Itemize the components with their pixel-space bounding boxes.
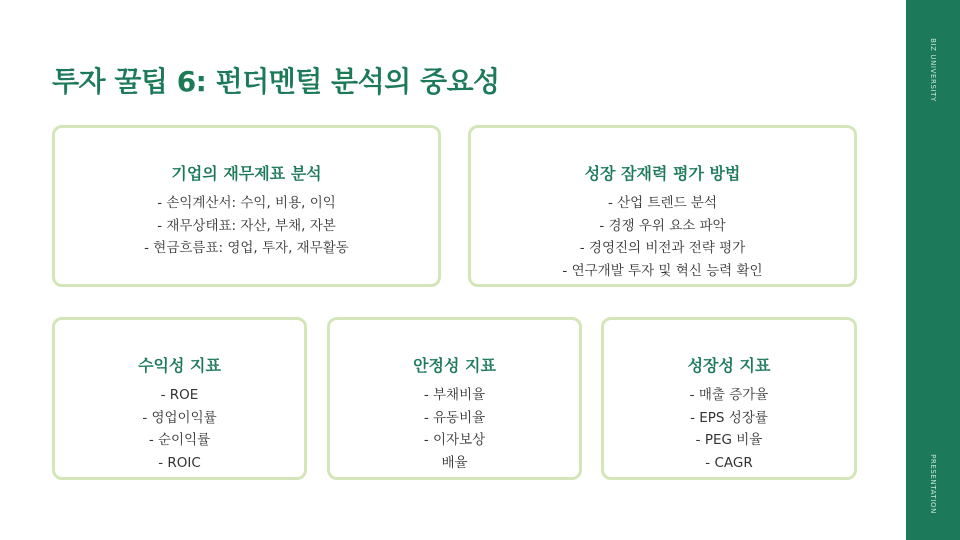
- list-item: - 경영진의 비전과 전략 평가: [579, 240, 746, 256]
- sidebar: [906, 0, 960, 540]
- growth-indicators-card: [601, 317, 857, 480]
- list-item: - PEG 비율: [695, 432, 763, 448]
- list-item: - EPS 성장률: [690, 409, 768, 426]
- card-list: [471, 192, 854, 282]
- list-item: - 이자보상: [423, 432, 486, 448]
- card-heading: 안정성 지표: [413, 356, 496, 375]
- card-list: [55, 192, 438, 260]
- list-item: - 현금흐름표: 영업, 투자, 재무활동: [144, 240, 349, 256]
- card-list: [330, 384, 579, 474]
- list-item: - 유동비율: [423, 409, 486, 426]
- list-item: - 부채비율: [423, 387, 486, 403]
- presentation-label: PRESENTATION: [929, 454, 937, 514]
- list-item: - 매출 증가율: [689, 387, 769, 403]
- list-item: - ROE: [160, 387, 199, 403]
- card-list: [55, 384, 304, 474]
- list-item: - CAGR: [705, 454, 753, 471]
- list-item: - 산업 트렌드 분석: [607, 195, 718, 211]
- financial-statements-card: [52, 125, 441, 287]
- card-heading: 성장성 지표: [687, 356, 771, 375]
- stability-indicators-card: [327, 317, 582, 480]
- list-item: - 순이익률: [148, 432, 211, 448]
- growth-potential-card: [468, 125, 857, 287]
- list-item: - 경쟁 우위 요소 파악: [599, 217, 726, 234]
- card-heading: 성장 잠재력 평가 방법: [584, 164, 741, 183]
- list-item: 배율: [441, 454, 468, 471]
- list-item: - 재무상태표: 자산, 부채, 자본: [157, 217, 336, 234]
- profitability-indicators-card: [52, 317, 307, 480]
- card-heading: 기업의 재무제표 분석: [171, 164, 322, 183]
- slide-title: 투자 꿀팁 6: 펀더멘털 분석의 중요성: [52, 65, 500, 98]
- list-item: - ROIC: [158, 454, 201, 471]
- list-item: - 손익계산서: 수익, 비용, 이익: [157, 195, 336, 211]
- card-list: [604, 384, 854, 474]
- brand-label: BIZ UNIVERSITY: [929, 38, 937, 102]
- list-item: - 연구개발 투자 및 혁신 능력 확인: [562, 262, 763, 279]
- list-item: - 영업이익률: [142, 409, 217, 426]
- card-heading: 수익성 지표: [138, 356, 221, 375]
